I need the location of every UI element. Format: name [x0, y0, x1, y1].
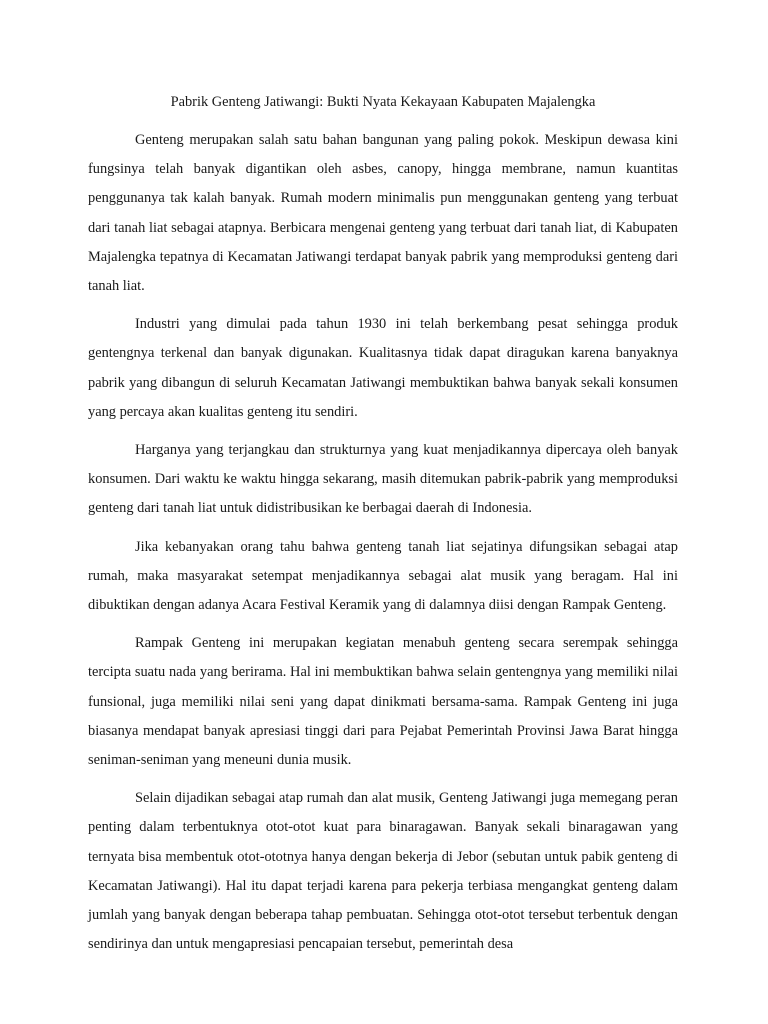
paragraph-1: Genteng merupakan salah satu bahan bangunan yang paling pokok. Meskipun dewasa kini fungsinya telah banyak digantikan oleh asbes, canopy, hingga membrane, namun kuantitas penggunanya tak kalah banyak. Rumah modern minimalis pun menggunakan genteng yang terbuat dari tanah liat sebagai atapnya. Berbicara mengenai genteng yang terbuat dari tanah liat, di Kabupaten Majalengka tepatnya di Kecamatan Jatiwangi terdapat banyak pabrik yang memproduksi genteng dari tanah liat.	[88, 132, 678, 295]
document-page	[88, 92, 678, 968]
paragraph-6: Selain dijadikan sebagai atap rumah dan alat musik, Genteng Jatiwangi juga memegang peran penting dalam terbentuknya otot-otot kuat para binaragawan. Banyak sekali binaragawan yang ternyata bisa membentuk otot-ototnya hanya dengan bekerja di Jebor (sebutan untuk pabik genteng di Kecamatan Jatiwangi). Hal itu dapat terjadi karena para pekerja terbiasa mengangkat genteng dalam jumlah yang banyak dengan beberapa tahap pembuatan. Sehingga otot-otot tersebut terbentuk dengan sendirinya dan untuk mengapresiasi pencapaian tersebut, pemerintah desa	[88, 790, 678, 953]
paragraph-5: Rampak Genteng ini merupakan kegiatan menabuh genteng secara serempak sehingga tercipta suatu nada yang berirama. Hal ini membuktikan bahwa selain gentengnya yang memiliki nilai funsional, juga memiliki nilai seni yang dapat dinikmati bersama-sama. Rampak Genteng ini juga biasanya mendapat banyak apresiasi tinggi dari para Pejabat Pemerintah Provinsi Jawa Barat hingga seniman-seniman yang meneuni dunia musik.	[88, 635, 678, 769]
document-title: Pabrik Genteng Jatiwangi: Bukti Nyata Kekayaan Kabupaten Majalengka	[170, 94, 596, 110]
paragraph-4: Jika kebanyakan orang tahu bahwa genteng tanah liat sejatinya difungsikan sebagai atap rumah, maka masyarakat setempat menjadikannya sebagai alat musik yang beragam. Hal ini dibuktikan dengan adanya Acara Festival Keramik yang di dalamnya diisi dengan Rampak Genteng.	[88, 538, 678, 614]
paragraph-2: Industri yang dimulai pada tahun 1930 ini telah berkembang pesat sehingga produk gentengnya terkenal dan banyak digunakan. Kualitasnya tidak dapat diragukan karena banyaknya pabrik yang dibangun di seluruh Kecamatan Jatiwangi membuktikan bahwa banyak sekali konsumen yang percaya akan kualitas genteng itu sendiri.	[88, 316, 678, 420]
paragraph-3: Harganya yang terjangkau dan strukturnya yang kuat menjadikannya dipercaya oleh banyak konsumen. Dari waktu ke waktu hingga sekarang, masih ditemukan pabrik-pabrik yang memproduksi genteng dari tanah liat untuk didistribusikan ke berbagai daerah di Indonesia.	[88, 442, 678, 517]
